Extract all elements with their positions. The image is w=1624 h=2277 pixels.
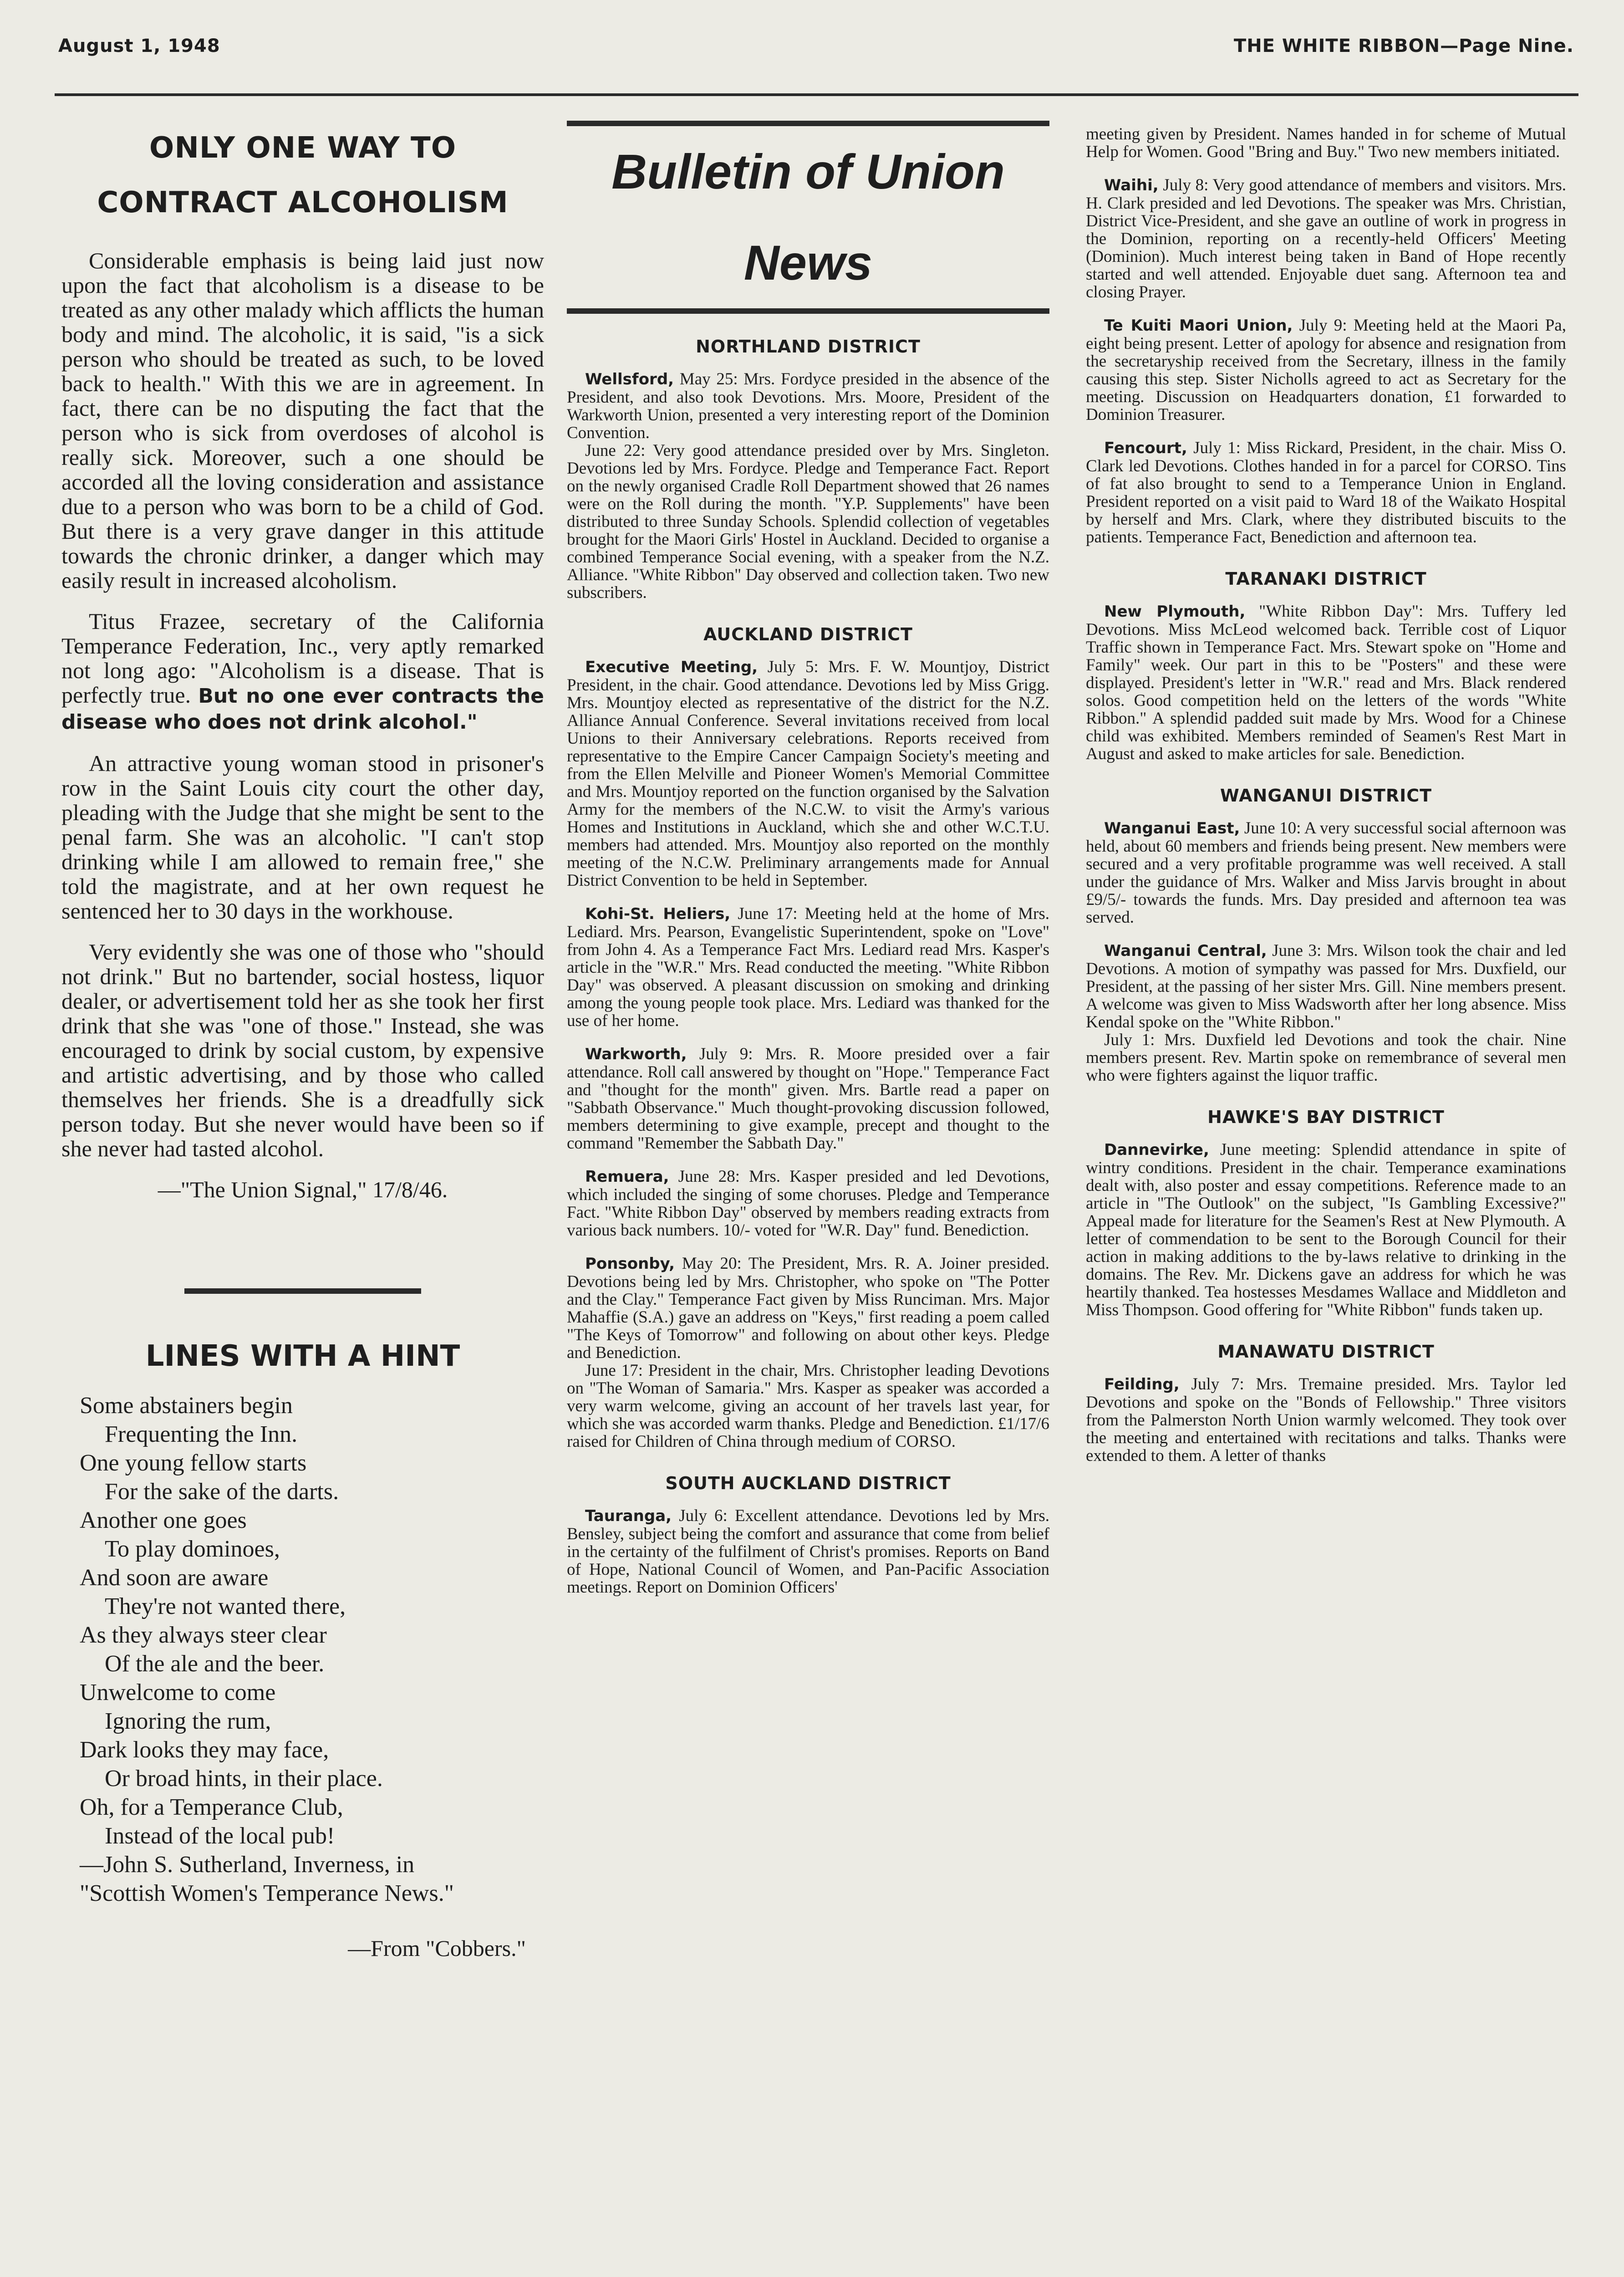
poem-line: They're not wanted there, <box>105 1593 346 1619</box>
union-report <box>567 1045 1049 1152</box>
publication-title: THE WHITE RIBBON—Page Nine. <box>1233 36 1574 56</box>
poem-source: —From "Cobbers." <box>348 1935 526 1961</box>
column-right <box>1086 107 1566 2277</box>
union-name: Remuera, <box>585 1168 669 1186</box>
union-name: Feilding, <box>1104 1375 1180 1394</box>
district-heading: AUCKLAND DISTRICT <box>703 624 913 644</box>
union-report <box>567 1255 1049 1450</box>
poem-line: Instead of the local pub! <box>105 1823 335 1849</box>
report-text: June 17: Meeting held at the home of Mrs. Lediard. Mrs. Pearson, Evangelistic Superintendent, spoke on "Love" from John 4. As a Temperance Fact Mrs. Lediard read Mrs. Kasper's article in the "W.R." Mrs. Read conducted the meeting. "White Ribbon Day" was observed. A pleasant discussion on smoking and drinking among the young people took place. Mrs. Lediard was thanked for the use of her home. <box>567 904 1049 1030</box>
page-date: August 1, 1948 <box>58 36 220 56</box>
union-name: Dannevirke, <box>1104 1141 1209 1159</box>
report-text: May 25: Mrs. Fordyce presided in the absence of the President, and also took Devotions. Mrs. Moore, President of the Warkworth Union, presented a very interesting report of the Dominion Convention. <box>567 370 1049 442</box>
report-text: May 20: The President, Mrs. R. A. Joiner presided. Devotions being led by Mrs. Christopher, who spoke on "The Potter and the Clay." Temperance Fact given by Miss Runciman. Mrs. Major Mahaffie (S.A.) gave an address on "Keys," first reading a poem called "The Keys of Tomorrow" and following on about other keys. Pledge and Benediction. <box>567 1254 1049 1362</box>
column-middle <box>567 107 1049 2277</box>
poem-line: Frequenting the Inn. <box>105 1421 298 1447</box>
article-paragraph: An attractive young woman stood in prisoner's row in the Saint Louis city court the other day, pleading with the Judge that she might be sent to the penal farm. She was an alcoholic. "I can't stop drinking while I am allowed to remain free," she told the magistrate, and at her own request he sentenced her to 30 days in the workhouse. <box>61 750 544 924</box>
bulletin-content-middle <box>567 337 1049 1596</box>
union-name: Fencourt, <box>1104 439 1187 457</box>
poem-line: Of the ale and the beer. <box>105 1651 325 1677</box>
district-heading: SOUTH AUCKLAND DISTRICT <box>665 1473 951 1493</box>
union-name: Ponsonby, <box>585 1255 675 1273</box>
article-attribution: —"The Union Signal," 17/8/46. <box>158 1177 448 1202</box>
report-text: July 9: Meeting held at the Maori Pa, eight being present. Letter of apology for absence and resignation from the secretaryship received from the Secretary, illness in the family causing this step. Sister Nicholls agreed to act as Secretary for the meeting. Discussion on Headquarters donation, £1 forwarded to Dominion Treasurer. <box>1086 316 1566 424</box>
union-name: Tauranga, <box>585 1507 672 1525</box>
poem-line: For the sake of the darts. <box>105 1479 339 1505</box>
poem-line: Or broad hints, in their place. <box>105 1766 383 1792</box>
union-report <box>1086 317 1566 424</box>
titus-bold: But no one ever contracts the disease who does not drink alcohol." <box>61 684 544 734</box>
union-report <box>1086 819 1566 926</box>
union-name: Wellsford, <box>585 370 674 388</box>
report-text: July 7: Mrs. Tremaine presided. Mrs. Taylor led Devotions and spoke on the "Bonds of Fellowship." Three visitors from the Palmerston North Union warmly welcomed. They took over the meeting and entertained with recitations and talks. Thanks were extended to them. A letter of thanks <box>1086 1375 1566 1465</box>
poem-line: Some abstainers begin <box>80 1393 293 1419</box>
district-heading: NORTHLAND DISTRICT <box>696 337 921 357</box>
bulletin-rule-top <box>567 121 1049 126</box>
bulletin-rule-bottom <box>567 308 1049 314</box>
report-text: June 10: A very successful social afternoon was held, about 60 members and friends being present. New members were secured and a very profitable programme was well received. A stall under the guidance of Mrs. Walker and Miss Jarvis brought in about £9/5/- towards the funds. Mrs. Day presided and afternoon tea was served. <box>1086 819 1566 927</box>
report-text: June 3: Mrs. Wilson took the chair and led Devotions. A motion of sympathy was passed for Mrs. Duxfield, our President, at the passing of her sister Mrs. Gill. Nine members present. A welcome was given to Miss Wadsworth after her long absence. Miss Kendal spoke on the "White Ribbon." <box>1086 941 1566 1031</box>
report-continuation: July 1: Mrs. Duxfield led Devotions and took the chair. Nine members present. Rev. Martin spoke on remembrance of several men who were fighters against the liquor traffic. <box>1086 1031 1566 1085</box>
district-heading: WANGANUI DISTRICT <box>1220 786 1432 806</box>
section-divider <box>184 1288 421 1294</box>
poem-title: LINES WITH A HINT <box>145 1339 460 1373</box>
report-text: July 1: Miss Rickard, President, in the chair. Miss O. Clark led Devotions. Clothes handed in for a parcel for CORSO. Tins of fat also brought to send to a Temperance Union in England. President reported on a visit paid to Ward 18 of the Waikato Hospital by herself and Mrs. Clark, where they distributed biscuits to the patients. Temperance Fact, Benediction and afternoon tea. <box>1086 439 1566 546</box>
district-heading: HAWKE'S BAY DISTRICT <box>1207 1107 1445 1127</box>
report-text: July 8: Very good attendance of members and visitors. Mrs. H. Clark presided and led Devotions. The speaker was Mrs. Christian, District Vice-President, and she gave an outline of work in progress in the Dominion, reporting on a recently-held Officers' Meeting (Dominion). Much interest being taken in Band of Hope recently started and well attended. Enjoyable duet sang. Afternoon tea and closing Prayer. <box>1086 176 1566 301</box>
union-report <box>1086 942 1566 1084</box>
article-paragraph: Very evidently she was one of those who "should not drink." But no bartender, social hostess, liquor dealer, or advertisement told her as she took her first drink that she was "one of those." Instead, she was encouraged to drink by social custom, by expensive and artistic advertising, and by those who called themselves her friends. She is a dreadfully sick person today. But she never would have been so if she never had tasted alcohol. <box>61 939 544 1161</box>
district-heading: TARANAKI DISTRICT <box>1225 569 1427 589</box>
report-text: July 9: Mrs. R. Moore presided over a fair attendance. Roll call answered by thought on "Hope." Temperance Fact and "thought for the month" given. Mrs. Bartle read a paper on "Sabbath Observance." Much thought-provoking discussion followed, members determining to give example, precept and thought to the command "Remember the Sabbath Day." <box>567 1045 1049 1153</box>
union-name: New Plymouth, <box>1104 602 1246 621</box>
union-report <box>1086 1375 1566 1465</box>
article-headline: ONLY ONE WAY TO CONTRACT ALCOHOLISM <box>97 131 509 220</box>
union-name: Warkworth, <box>585 1045 687 1063</box>
report-text: July 5: Mrs. F. W. Mountjoy, District President, in the chair. Good attendance. Devotions led by Miss Grigg. Mrs. Mountjoy elected as representative of the district for the N.Z. Alliance Annual Conference. Several invitations received from local Unions to their Anniversary celebrations. Reports received from representative to the Empire Cancer Campaign Society's meeting and from the Ellen Melville and Pioneer Women's Memorial Committee and Mrs. Mountjoy reported on the function organised by the Salvation Army for the members of the N.C.W. to visit the Army's various Homes and Institutions in Auckland, which she and other W.C.T.U. members had attended. Mrs. Mountjoy also reported on the monthly meeting of the N.C.W. Preliminary arrangements made for Annual District Convention to be held in September. <box>567 658 1049 890</box>
bulletin-content-right <box>1086 176 1566 1465</box>
report-text: "White Ribbon Day": Mrs. Tuffery led Devotions. Miss McLeod welcomed back. Terrible cost of Liquor Traffic shown in Temperance Fact. Mrs. Stewart spoke on "Home and Family" week. Our part in this to be "Posters" and these were displayed. President's letter in "W.R." read and Mrs. Black rendered solos. Good competition held on the letters of the words "White Ribbon." A splendid padded suit made by Mrs. Wood for a Chinese child was exhibited. Members reminded of Seamen's Rest Mart in August and asked to make articles for sale. Benediction. <box>1086 602 1566 763</box>
union-report <box>567 658 1049 889</box>
report-text: July 6: Excellent attendance. Devotions led by Mrs. Bensley, subject being the comfort and assurance that come from belief in the certainty of the fulfilment of Christ's promises. Reports on Band of Hope, National Council of Women, and Pan-Pacific Association meetings. Report on Dominion Officers' <box>567 1506 1049 1597</box>
titus-text: Titus Frazee, secretary of the California Temperance Federation, Inc., very aptly remarked not long ago: "Alcoholism is a disease. That is perfectly true. <box>61 608 544 708</box>
poem-line: To play dominoes, <box>105 1536 280 1562</box>
poem-line: Unwelcome to come <box>80 1680 276 1705</box>
report-continuation: June 17: President in the chair, Mrs. Christopher leading Devotions on "The Woman of Samaria." Mrs. Kasper as speaker was accorded a very warm welcome, giving an account of her travels last year, for which she was accorded warm thanks. Pledge and Benediction. £1/17/6 raised for Children of China through medium of CORSO. <box>567 1361 1049 1451</box>
union-name: Wanganui Central, <box>1104 942 1267 960</box>
poem-line: "Scottish Women's Temperance News." <box>80 1880 454 1906</box>
union-name: Executive Meeting, <box>585 658 758 676</box>
poem-line: Ignoring the rum, <box>105 1708 271 1734</box>
header-rule <box>55 93 1578 96</box>
union-report <box>567 1168 1049 1239</box>
union-name: Kohi-St. Heliers, <box>585 905 731 923</box>
poem-lines <box>80 1391 544 1908</box>
report-text: June 28: Mrs. Kasper presided and led Devotions, which included the singing of some choruses. Pledge and Temperance Fact. "White Ribbon Day" observed by members reading extracts from various back numbers. 10/- voted for "W.R. Day" fund. Benediction. <box>567 1167 1049 1240</box>
poem-line: Another one goes <box>80 1507 247 1533</box>
poem-line: One young fellow starts <box>80 1450 307 1476</box>
article-paragraph-titus <box>61 609 544 735</box>
article-paragraph: Considerable emphasis is being laid just now upon the fact that alcoholism is a disease to be treated as any other malady which afflicts the human body and mind. The alcoholic, it is said, "is a sick person who should be treated as such, to be loved back to health." With this we are in agreement. In fact, there can be no disputing the fact that the person who is sick from overdoses of alcohol is really sick. Moreover, such a one should be accorded all the loving consideration and assistance due to a person who was born to be a child of God. But there is a very grave danger in this attitude towards the chronic drinker, a danger which may easily result in increased alcoholism. <box>61 248 544 593</box>
poem-line: Dark looks they may face, <box>80 1737 329 1763</box>
bulletin-title: Bulletin of Union News <box>611 144 1005 290</box>
union-name: Te Kuiti Maori Union, <box>1104 317 1293 335</box>
report-text: June meeting: Splendid attendance in spite of wintry conditions. President in the chair. Temperance examinations dealt with, also poster and essay competitions. Reference made to an article in "The Outlook" on the subject, "Is Gambling Excessive?" Appeal made for literature for the Seamen's Rest at New Plymouth. A letter of commendation to be sent to the Borough Council for their action in making additions to the by-laws relative to drinking in the domains. The Rev. Mr. Dickens gave an address for which he was heartily thanked. Tea hostesses Mesdames Wallace and Middleton and Miss Thompson. Good offering for "White Ribbon" funds taken up. <box>1086 1140 1566 1319</box>
poem-line: As they always steer clear <box>80 1622 327 1648</box>
union-name: Wanganui East, <box>1104 819 1240 837</box>
union-report <box>1086 602 1566 763</box>
report-continuation: June 22: Very good attendance presided over by Mrs. Singleton. Devotions led by Mrs. Fordyce. Pledge and Temperance Fact. Report on the newly organised Cradle Roll Department showed that 26 names were on the Roll during the month. "Y.P. Supplements" have been distributed to three Sunday Schools. Splendid collection of vegetables brought for the Maori Girls' Hostel in Auckland. Decided to organise a combined Temperance Social evening, with a speaker from the N.Z. Alliance. "White Ribbon" Day observed and collection taken. Two new subscribers. <box>567 441 1049 602</box>
union-report <box>567 1507 1049 1596</box>
union-report <box>567 370 1049 602</box>
column-left <box>61 107 544 2277</box>
article-body <box>61 248 544 1161</box>
union-report <box>1086 176 1566 301</box>
poem-line: —John S. Sutherland, Inverness, in <box>80 1852 415 1878</box>
poem-line: Oh, for a Temperance Club, <box>80 1794 343 1820</box>
poem-line: And soon are aware <box>80 1565 269 1591</box>
bulletin-continued-text: meeting given by President. Names handed in for scheme of Mutual Help for Women. Good "Bring and Buy." Two new members initiated. <box>1086 125 1566 161</box>
union-name: Waihi, <box>1104 176 1159 194</box>
union-report <box>1086 439 1566 546</box>
union-report <box>567 905 1049 1030</box>
district-heading: MANAWATU DISTRICT <box>1217 1342 1435 1362</box>
union-report <box>1086 1141 1566 1319</box>
